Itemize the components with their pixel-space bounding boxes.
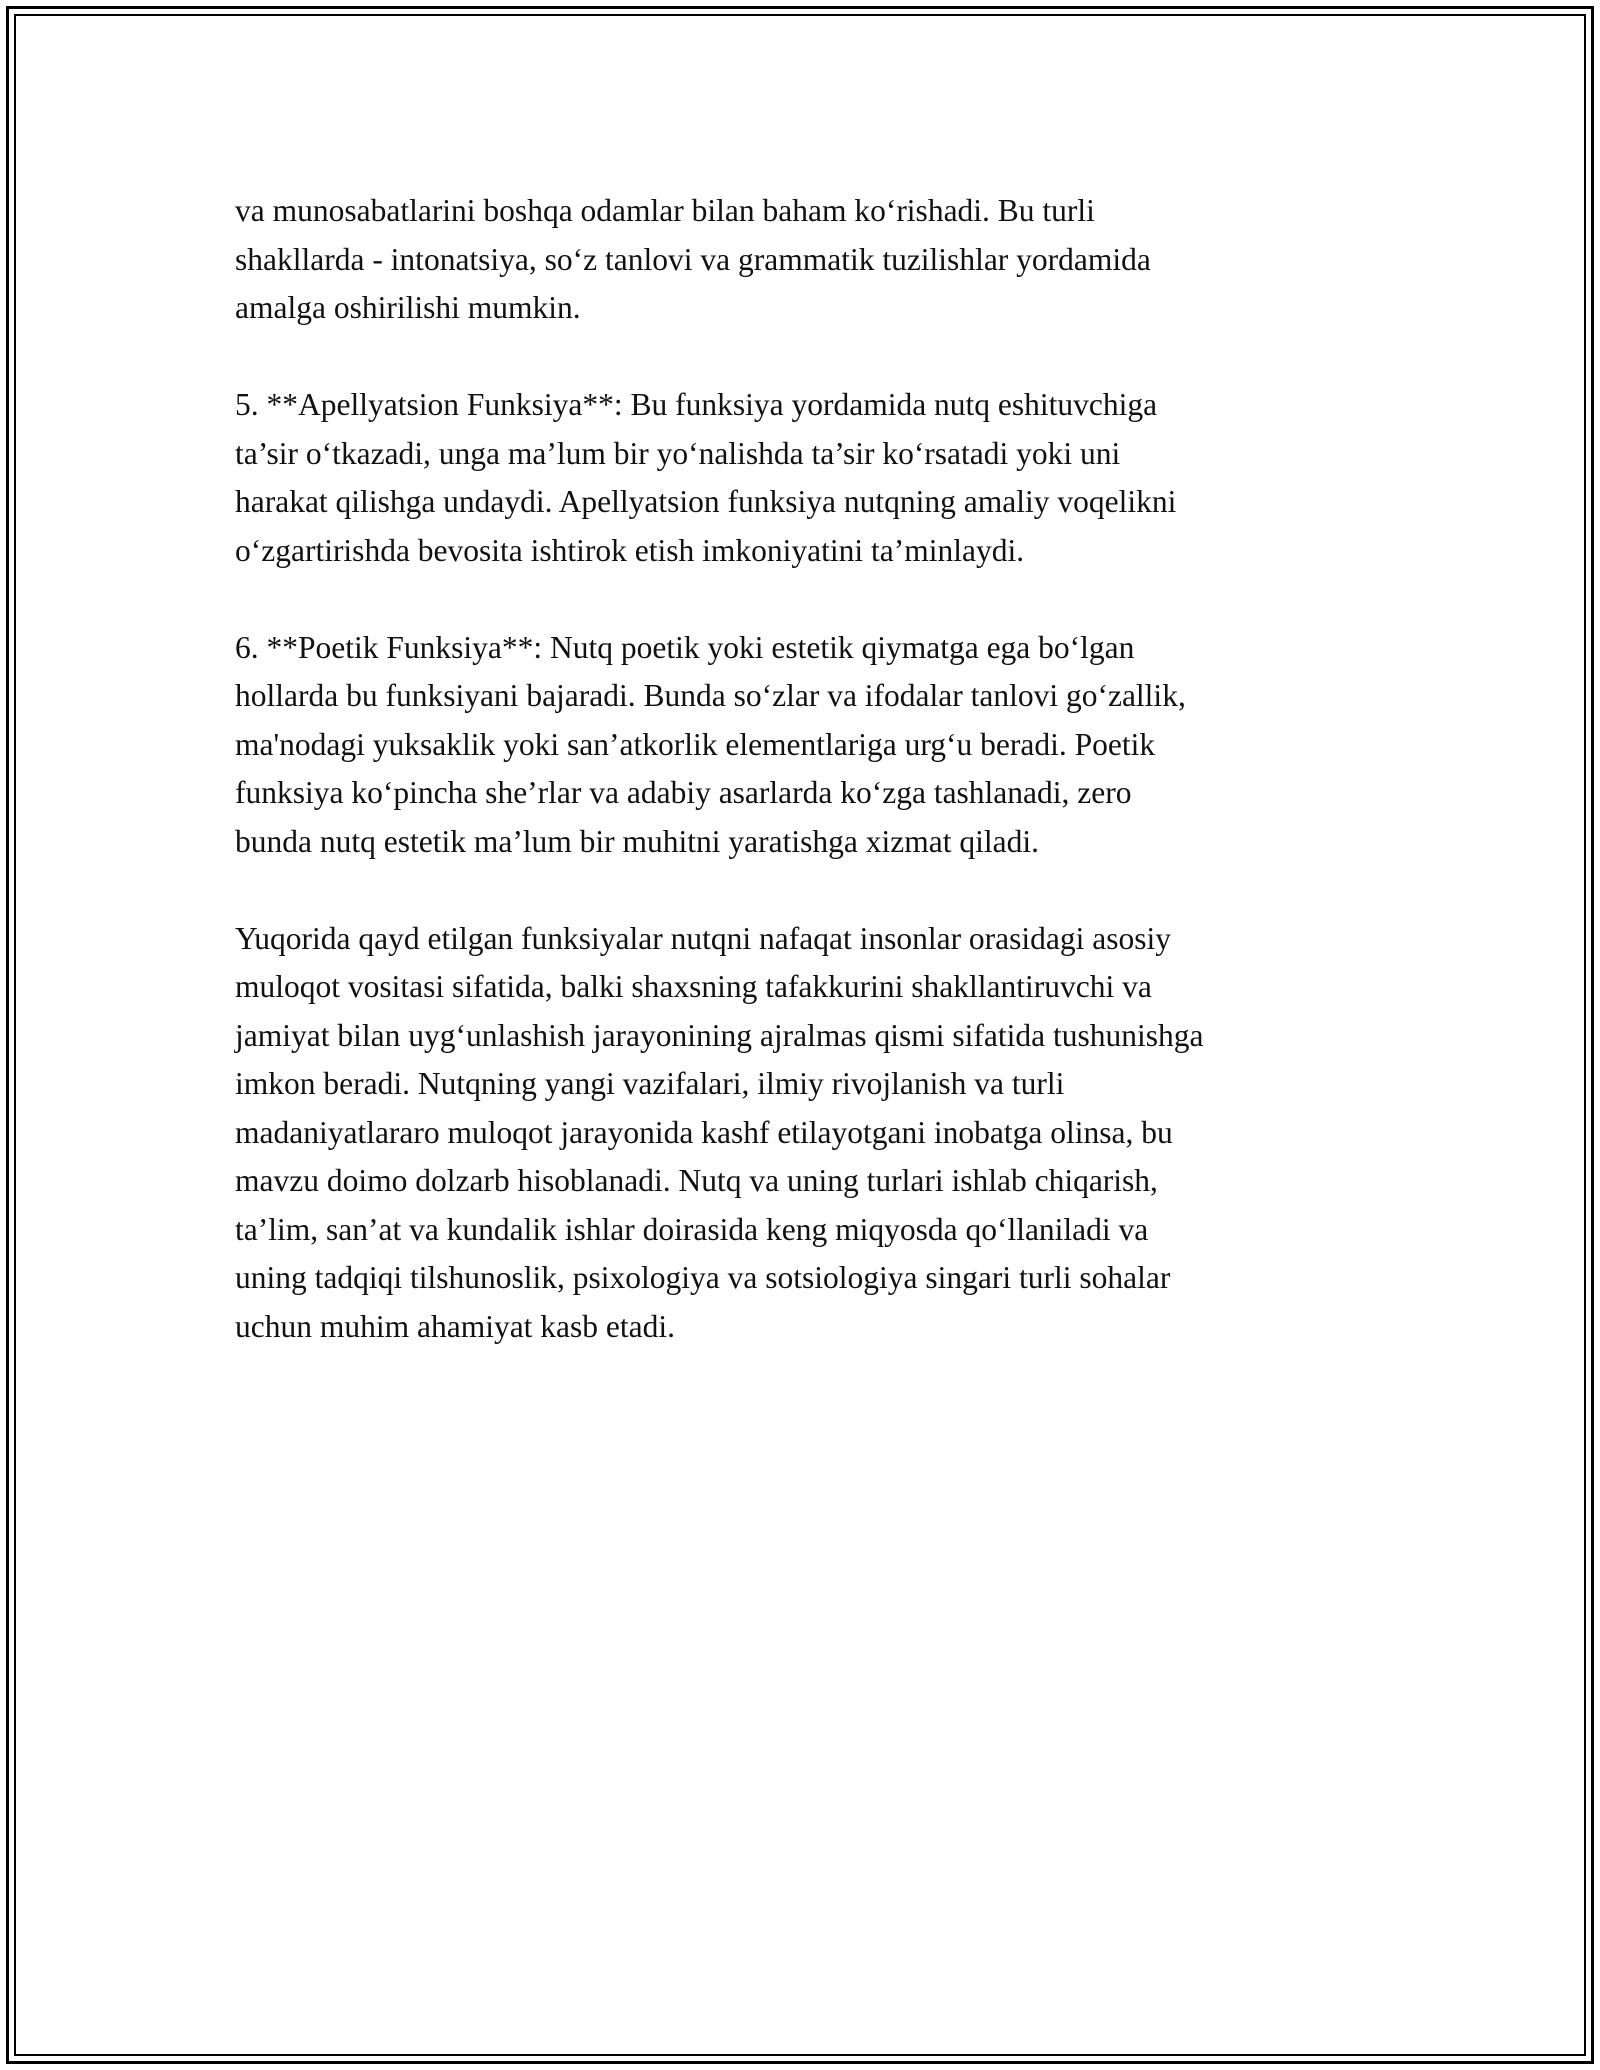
paragraph-poetik-funksiya: 6. **Poetik Funksiya**: Nutq poetik yoki estetik qiymatga ega bo‘lgan hollarda bu funksiyani bajaradi. Bunda so‘zlar va ifodalar tanlovi go‘zallik, ma'nodagi yuksaklik yoki san’atkorlik elementlariga urg‘u beradi. Poetik funksiya ko‘pincha she’rlar va adabiy asarlarda ko‘zga tashlanadi, zero bunda nutq estetik ma’lum bir muhitni yaratishga xizmat qiladi.: [235, 629, 1186, 859]
paragraph-conclusion: Yuqorida qayd etilgan funksiyalar nutqni nafaqat insonlar orasidagi asosiy muloqot vositasi sifatida, balki shaxsning tafakkurini shakllantiruvchi va jamiyat bilan uyg‘unlashish jarayonining ajralmas qismi sifatida tushunishga imkon beradi. Nutqning yangi vazifalari, ilmiy rivojlanish va turli madaniyatlararo muloqot jarayonida kashf etilayotgani inobatga olinsa, bu mavzu doimo dolzarb hisoblanadi. Nutq va uning turlari ishlab chiqarish, ta’lim, san’at va kundalik ishlar doirasida keng miqyosda qo‘llaniladi va uning tadqiqi tilshunoslik, psixologiya va sotsiologiya singari turli sohalar uchun muhim ahamiyat kasb etadi.: [235, 920, 1204, 1344]
paragraph-apellyatsion-funksiya: 5. **Apellyatsion Funksiya**: Bu funksiya yordamida nutq eshituvchiga ta’sir o‘tkazadi, unga ma’lum bir yo‘nalishda ta’sir ko‘rsatadi yoki uni harakat qilishga undaydi. Apellyatsion funksiya nutqning amaliy voqelikni o‘zgartirishda bevosita ishtirok etish imkoniyatini ta’minlaydi.: [235, 387, 1177, 568]
page-body: [235, 187, 1375, 1400]
paragraph-continuation: va munosabatlarini boshqa odamlar bilan baham ko‘rishadi. Bu turli shakllarda - intonatsiya, so‘z tanlovi va grammatik tuzilishlar yordamida amalga oshirilishi mumkin.: [235, 193, 1151, 325]
